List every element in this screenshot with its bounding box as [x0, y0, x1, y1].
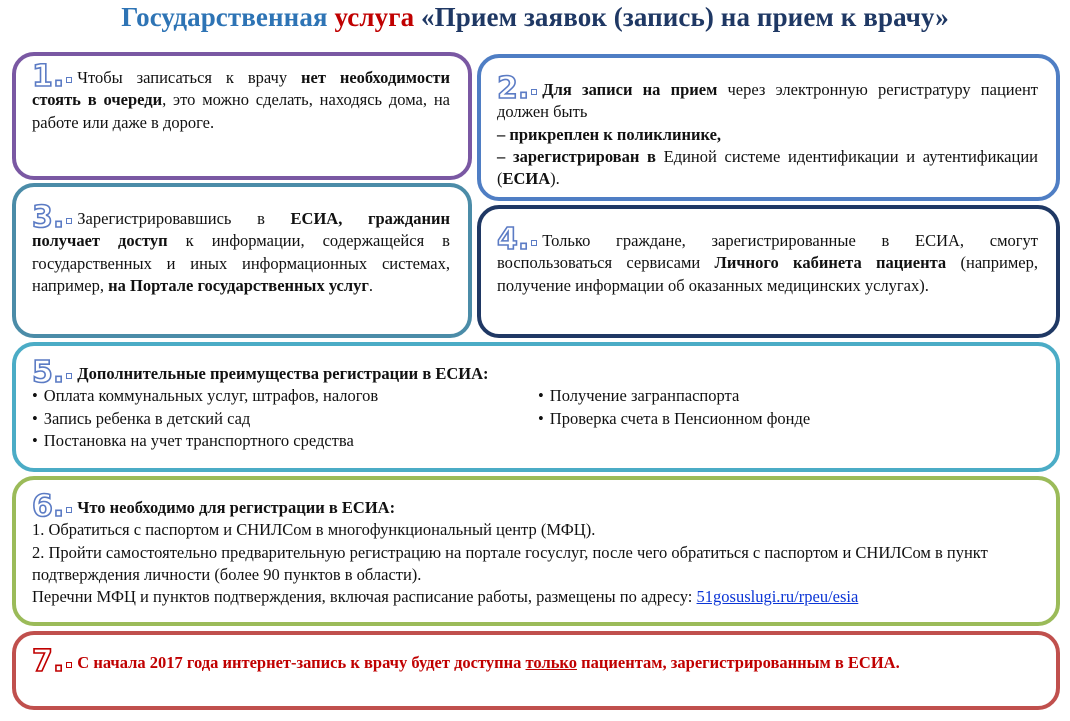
box5-heading-row — [32, 355, 1038, 390]
box6-heading-row — [32, 489, 1038, 524]
box2-bold-a: Для записи на прием — [542, 80, 718, 99]
benefits-list-left — [32, 385, 538, 452]
title-part-1: Государственная — [121, 2, 328, 32]
box2-line-3-bold2: ЕСИА — [502, 169, 551, 189]
box6-line-2: 2. Пройти самостоятельно предварительную регистрацию на портале госуслуг, после чего обратиться с паспортом и СНИЛСом в пункт подтверждения личности (более 90 пунктов в области). — [32, 542, 988, 584]
box6-line-3 — [32, 586, 1038, 608]
number-2-icon: 2. — [497, 71, 530, 106]
number-6-icon: 6. — [32, 489, 65, 524]
box5-heading: Дополнительные преимущества регистрации в ЕСИА: — [77, 364, 489, 383]
box2-line-3-bold: – зарегистрирован в — [497, 146, 656, 166]
box1-text-a: Чтобы записаться к врачу — [77, 68, 301, 87]
box1-text-b: , это можно сделать, находясь дома, на работе или даже в дороге. — [32, 90, 450, 132]
esia-link[interactable]: 51gosuslugi.ru/rpeu/esia — [696, 587, 859, 607]
box2-line-2-text: – прикреплен к поликлинике, — [497, 124, 722, 144]
square-marker-icon — [66, 662, 72, 668]
square-marker-icon — [531, 240, 537, 246]
box3-text-a: Зарегистрировавшись в — [77, 209, 291, 228]
box2-line-3-end: ). — [550, 169, 560, 189]
number-5-icon: 5. — [32, 355, 65, 390]
number-4-icon: 4. — [497, 222, 530, 257]
number-1-icon: 1. — [32, 59, 65, 94]
box4-text-a: Только граждане, зарегистрированные в ЕСИА, смогут воспользоваться сервисами — [497, 231, 1038, 273]
box3-bold-a: ЕСИА, гражданин получает доступ — [32, 209, 450, 251]
info-box-5 — [12, 342, 1060, 472]
info-box-7 — [12, 631, 1060, 710]
box4-text-b: (например, получение информации об оказанных медицинских услугах). — [497, 253, 1038, 295]
box6-heading: Что необходимо для регистрации в ЕСИА: — [77, 498, 396, 517]
list-item: • Получение загранпаспорта — [538, 385, 810, 407]
benefits-list-right — [538, 385, 810, 452]
box7-underlined: только — [525, 653, 577, 672]
square-marker-icon — [531, 89, 537, 95]
title-part-3: «Прием заявок (запись) на прием к врачу» — [421, 2, 949, 32]
info-box-4 — [477, 205, 1060, 338]
list-item: • Оплата коммунальных услуг, штрафов, налогов — [32, 385, 538, 407]
number-3-icon: 3. — [32, 200, 65, 235]
list-item: • Постановка на учет транспортного средства — [32, 430, 538, 452]
benefits-columns — [32, 385, 1038, 452]
box3-text-b: к информации, содержащейся в государственных и иных информационных системах, например, — [32, 231, 450, 295]
box1-bold-a: нет необходимости стоять в очереди — [32, 68, 451, 110]
box6-line-3-text: Перечни МФЦ и пунктов подтверждения, включая расписание работы, размещены по адресу: — [32, 587, 697, 607]
square-marker-icon — [66, 373, 72, 379]
info-box-1 — [12, 52, 472, 180]
box2-paragraph — [497, 71, 1038, 124]
info-box-3 — [12, 183, 472, 338]
box2-line-3-text: Единой системе идентификации и аутентификации ( — [497, 146, 1038, 189]
page-title — [0, 2, 1070, 33]
title-part-2: услуга — [334, 2, 415, 32]
number-7-icon: 7. — [32, 644, 65, 679]
box2-line-3 — [497, 146, 1038, 191]
box2-line-2 — [497, 124, 1038, 146]
box7-text-a: С начала 2017 года интернет-запись к врачу будет доступна — [77, 653, 526, 672]
box7-text-b: пациентам, зарегистрированным в ЕСИА. — [576, 653, 900, 672]
info-box-2 — [477, 54, 1060, 201]
list-item: • Проверка счета в Пенсионном фонде — [538, 408, 810, 430]
square-marker-icon — [66, 218, 72, 224]
box6-line-1: 1. Обратиться с паспортом и СНИЛСом в многофункциональный центр (МФЦ). — [32, 520, 596, 540]
box3-text-c: . — [368, 275, 374, 295]
box3-bold-b: на Портале государственных услуг — [108, 275, 369, 295]
list-item: • Запись ребенка в детский сад — [32, 408, 538, 430]
box4-bold-a: Личного кабинета пациента — [714, 253, 947, 273]
info-box-6 — [12, 476, 1060, 626]
square-marker-icon — [66, 77, 72, 83]
square-marker-icon — [66, 507, 72, 513]
box2-text-a: через электронную регистратуру пациент должен быть — [497, 80, 1038, 122]
